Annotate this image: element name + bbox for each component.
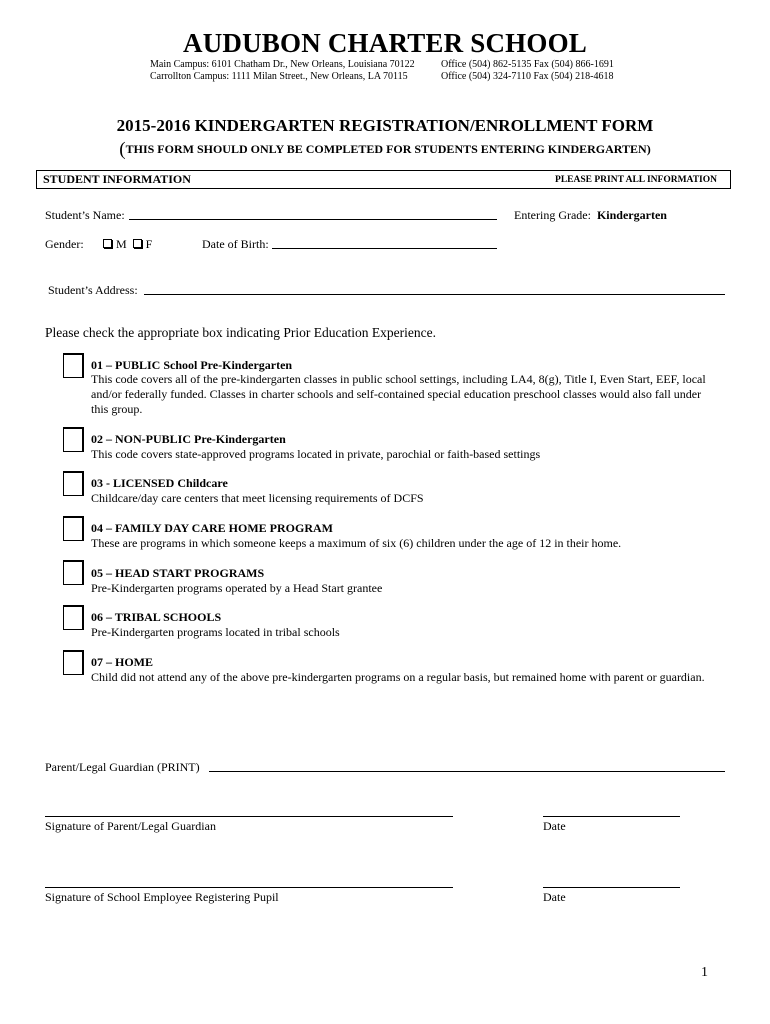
main-campus-address: Main Campus: 6101 Chatham Dr., New Orleans, Louisiana 70122 xyxy=(150,59,415,70)
dob-label: Date of Birth: xyxy=(202,237,269,251)
main-campus-phone: Office (504) 862-5135 Fax (504) 866-1691 xyxy=(441,59,614,70)
option-02-description: This code covers state-approved programs located in private, parochial or faith-based settings xyxy=(91,447,541,461)
student-info-header xyxy=(36,170,731,189)
entering-grade-label: Entering Grade: xyxy=(514,208,591,222)
option-06-title: 06 – TRIBAL SCHOOLS xyxy=(91,610,222,624)
option-04-description: These are programs in which someone keeps a maximum of six (6) children under the age of 12 in their home. xyxy=(91,536,622,550)
form-title: 2015-2016 KINDERGARTEN REGISTRATION/ENROLLMENT FORM xyxy=(116,116,654,135)
gender-f-checkbox[interactable] xyxy=(133,239,142,248)
student-address-label: Student’s Address: xyxy=(48,283,138,297)
carrollton-campus-phone: Office (504) 324-7110 Fax (504) 218-4618 xyxy=(441,71,614,82)
carrollton-campus-address: Carrollton Campus: 1111 Milan Street., New Orleans, LA 70115 xyxy=(150,71,408,82)
subtitle-text: THIS FORM SHOULD ONLY BE COMPLETED FOR STUDENTS ENTERING KINDERGARTEN) xyxy=(125,142,651,156)
entering-grade-value: Kindergarten xyxy=(596,208,667,222)
student-address-field[interactable] xyxy=(144,294,725,295)
option-06-description: Pre-Kindergarten programs located in tribal schools xyxy=(91,625,340,639)
option-04-title: 04 – FAMILY DAY CARE HOME PROGRAM xyxy=(91,521,333,535)
guardian-print-label: Parent/Legal Guardian (PRINT) xyxy=(45,760,200,774)
option-01-checkbox[interactable] xyxy=(63,353,84,378)
page-number: 1 xyxy=(701,965,708,980)
student-name-label: Student’s Name: xyxy=(45,208,125,222)
employee-signature-label: Signature of School Employee Registering Pupil xyxy=(45,890,279,904)
option-03-title: 03 - LICENSED Childcare xyxy=(91,476,228,490)
section-label: STUDENT INFORMATION xyxy=(43,172,191,186)
option-01-title: 01 – PUBLIC School Pre-Kindergarten xyxy=(91,358,293,372)
option-02-checkbox[interactable] xyxy=(63,427,84,452)
option-07-description: Child did not attend any of the above pre-kindergarten programs on a regular basis, but remained home with parent or guardian. xyxy=(91,670,705,684)
employee-signature-line[interactable] xyxy=(45,887,453,888)
gender-label: Gender: xyxy=(45,237,84,251)
employee-date-line[interactable] xyxy=(543,887,680,888)
subtitle-paren: ( xyxy=(119,139,126,160)
option-05-description: Pre-Kindergarten programs operated by a Head Start grantee xyxy=(91,581,383,595)
option-01-description: This code covers all of the pre-kindergarten classes in public school settings, including LA4, 8(g), Title I, Even Start, EEF, local and/or federally funded. Classes in charter schools and self-contained special education preschool classes would also fall under this group. xyxy=(91,372,706,416)
guardian-date-line[interactable] xyxy=(543,816,680,817)
gender-m-label: M xyxy=(116,237,127,251)
entering-grade xyxy=(514,208,667,223)
print-note: PLEASE PRINT ALL INFORMATION xyxy=(555,175,717,185)
option-03-description: Childcare/day care centers that meet licensing requirements of DCFS xyxy=(91,491,424,505)
option-06-checkbox[interactable] xyxy=(63,605,84,630)
option-03-checkbox[interactable] xyxy=(63,471,84,496)
employee-date-label: Date xyxy=(543,890,566,904)
guardian-date-label: Date xyxy=(543,819,566,833)
guardian-print-field[interactable] xyxy=(209,771,725,772)
option-05-checkbox[interactable] xyxy=(63,560,84,585)
prior-education-instruction: Please check the appropriate box indicating Prior Education Experience. xyxy=(45,325,436,340)
option-07-title: 07 – HOME xyxy=(91,655,153,669)
gender-f-label: F xyxy=(145,237,153,251)
option-05-title: 05 – HEAD START PROGRAMS xyxy=(91,566,265,580)
option-04-checkbox[interactable] xyxy=(63,516,84,541)
school-name: AUDUBON CHARTER SCHOOL xyxy=(183,28,587,58)
student-name-field[interactable] xyxy=(129,219,497,220)
option-02-title: 02 – NON-PUBLIC Pre-Kindergarten xyxy=(91,432,286,446)
guardian-signature-label: Signature of Parent/Legal Guardian xyxy=(45,819,216,833)
dob-field[interactable] xyxy=(272,248,497,249)
gender-m-checkbox[interactable] xyxy=(103,239,112,248)
gender-options xyxy=(103,237,152,252)
form-subtitle xyxy=(0,139,770,161)
guardian-signature-line[interactable] xyxy=(45,816,453,817)
option-07-checkbox[interactable] xyxy=(63,650,84,675)
